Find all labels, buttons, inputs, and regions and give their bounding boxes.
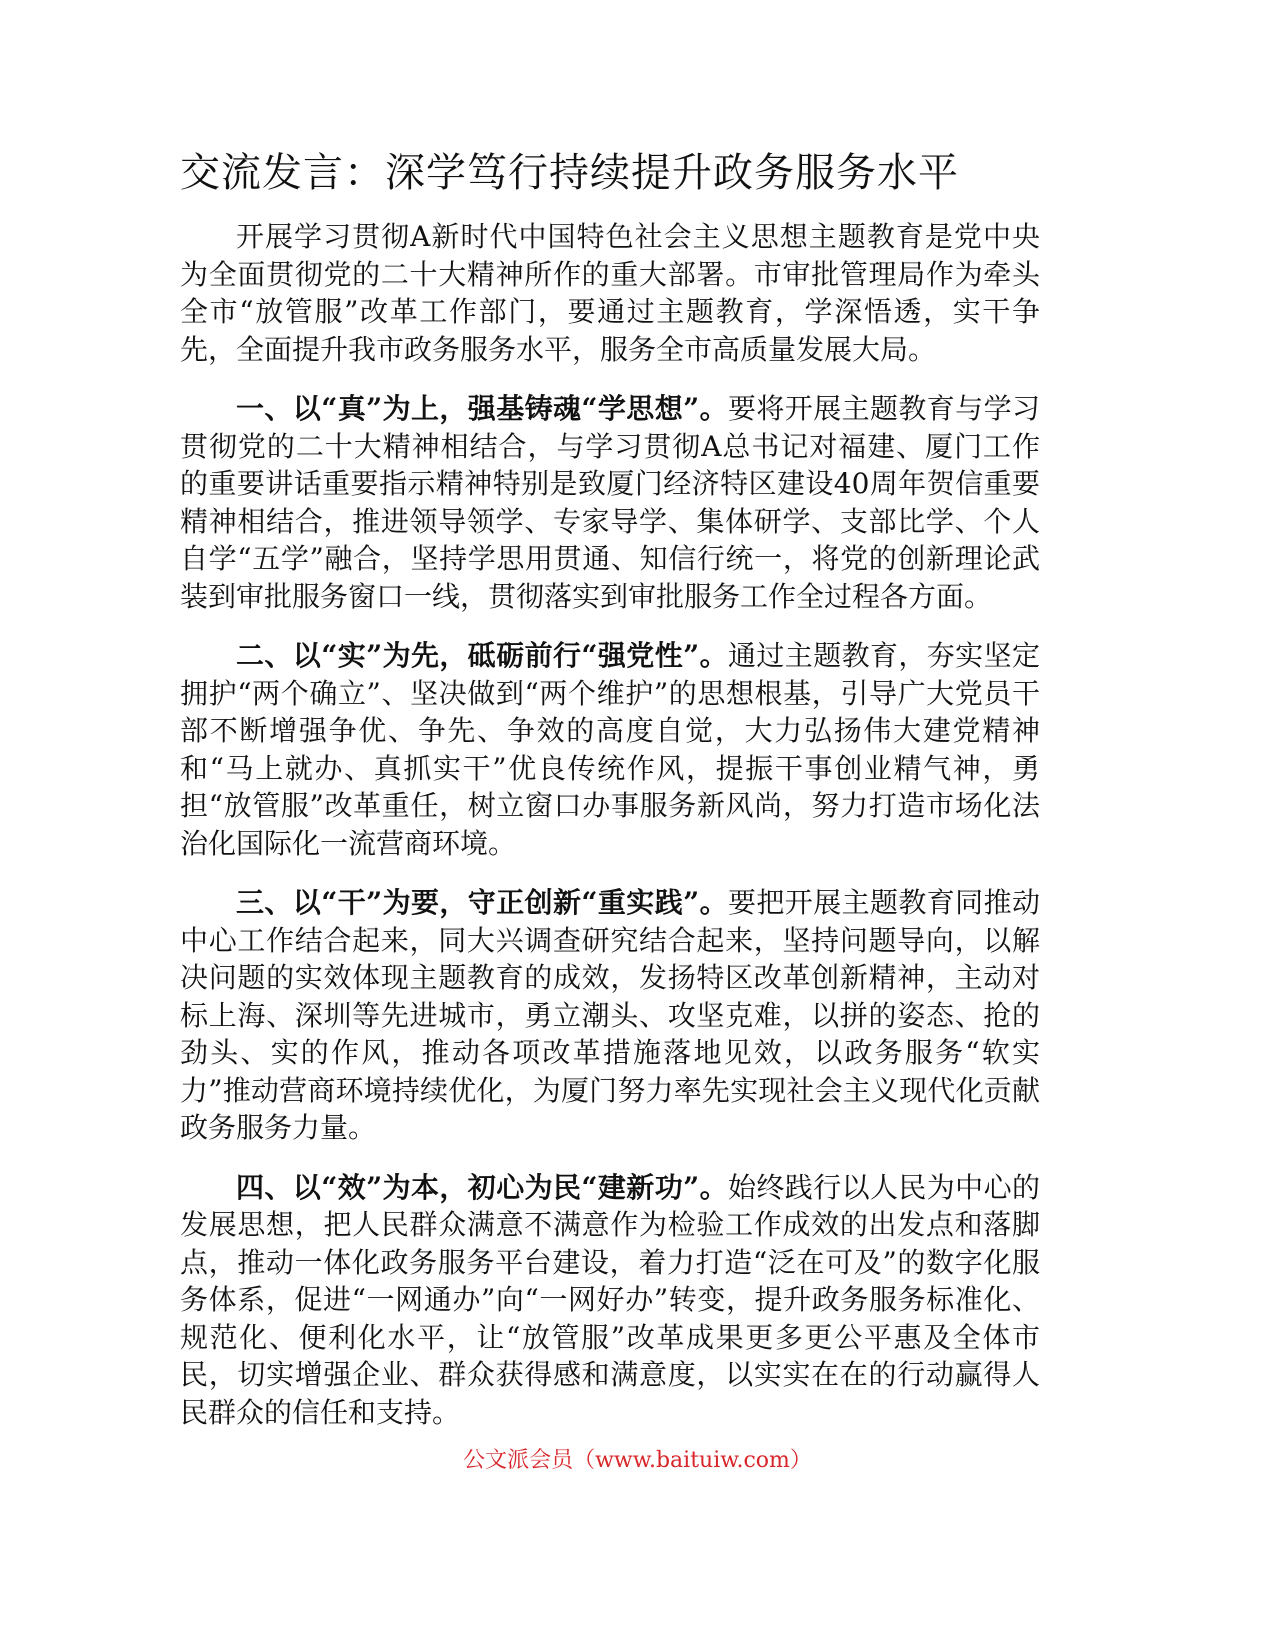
section-text-1: 要将开展主题教育与学习贯彻党的二十大精神相结合，与学习贯彻A总书记对福建、厦门工作的重要讲话重要指示精神特别是致厦门经济特区建设40周年贺信重要精神相结合，推进领导领学、专家导学、集体研学、支部比学、个人自学“五学”融合，坚持学思用贯通、知信行统一，将党的创新理论武装到审批服务窗口一线，贯彻落实到审批服务工作全过程各方面。 — [180, 392, 1040, 613]
section-text-4: 始终践行以人民为中心的发展思想，把人民群众满意不满意作为检验工作成效的出发点和落脚点，推动一体化政务服务平台建设，着力打造“泛在可及”的数字化服务体系，促进“一网通办”向“一网好办”转变，提升政务服务标准化、规范化、便利化水平，让“放管服”改革成果更多更公平惠及全体市民，切实增强企业、群众获得感和满意度，以实实在在的行动赢得人民群众的信任和支持。 — [180, 1170, 1040, 1429]
footer-watermark-link[interactable]: 公文派会员（www.baituiw.com） — [463, 1448, 812, 1473]
section-text-2: 通过主题教育，夯实坚定拥护“两个确立”、坚决做到“两个维护”的思想根基，引导广大党员干部不断增强争优、争先、争效的高度自觉，大力弘扬伟大建党精神和“马上就办、真抓实干”优良传统作风，提振干事创业精气神，勇担“放管服”改革重任，树立窗口办事服务新风尚，努力打造市场化法治化国际化一流营商环境。 — [180, 639, 1040, 860]
section-paragraph-4 — [180, 1169, 1040, 1432]
section-lead-4: 四、以“效”为本，初心为民“建新功”。 — [236, 1170, 728, 1204]
section-lead-1: 一、以“真”为上，强基铸魂“学思想”。 — [236, 392, 728, 425]
section-lead-3: 三、以“干”为要，守正创新“重实践”。 — [236, 886, 728, 919]
document-title: 交流发言：深学笃行持续提升政务服务水平 — [180, 150, 959, 196]
section-text-3: 要把开展主题教育同推动中心工作结合起来，同大兴调查研究结合起来，坚持问题导向，以解决问题的实效体现主题教育的成效，发扬特区改革创新精神，主动对标上海、深圳等先进城市，勇立潮头、攻坚克难，以拼的姿态、抢的劲头、实的作风，推动各项改革措施落地见效，以政务服务“软实力”推动营商环境持续优化，为厦门努力率先实现社会主义现代化贡献政务服务力量。 — [180, 886, 1040, 1144]
document-page — [180, 0, 1040, 1650]
section-paragraph-2 — [180, 637, 1040, 862]
intro-paragraph: 开展学习贯彻A新时代中国特色社会主义思想主题教育是党中央为全面贯彻党的二十大精神所作的重大部署。市审批管理局作为牵头全市“放管服”改革工作部门，要通过主题教育，学深悟透，实干争先，全面提升我市政务服务水平，服务全市高质量发展大局。 — [180, 220, 1040, 366]
section-paragraph-3 — [180, 884, 1040, 1147]
section-lead-2: 二、以“实”为先，砥砺前行“强党性”。 — [236, 639, 728, 672]
document-body — [180, 218, 1040, 1453]
section-paragraph-1 — [180, 390, 1040, 615]
